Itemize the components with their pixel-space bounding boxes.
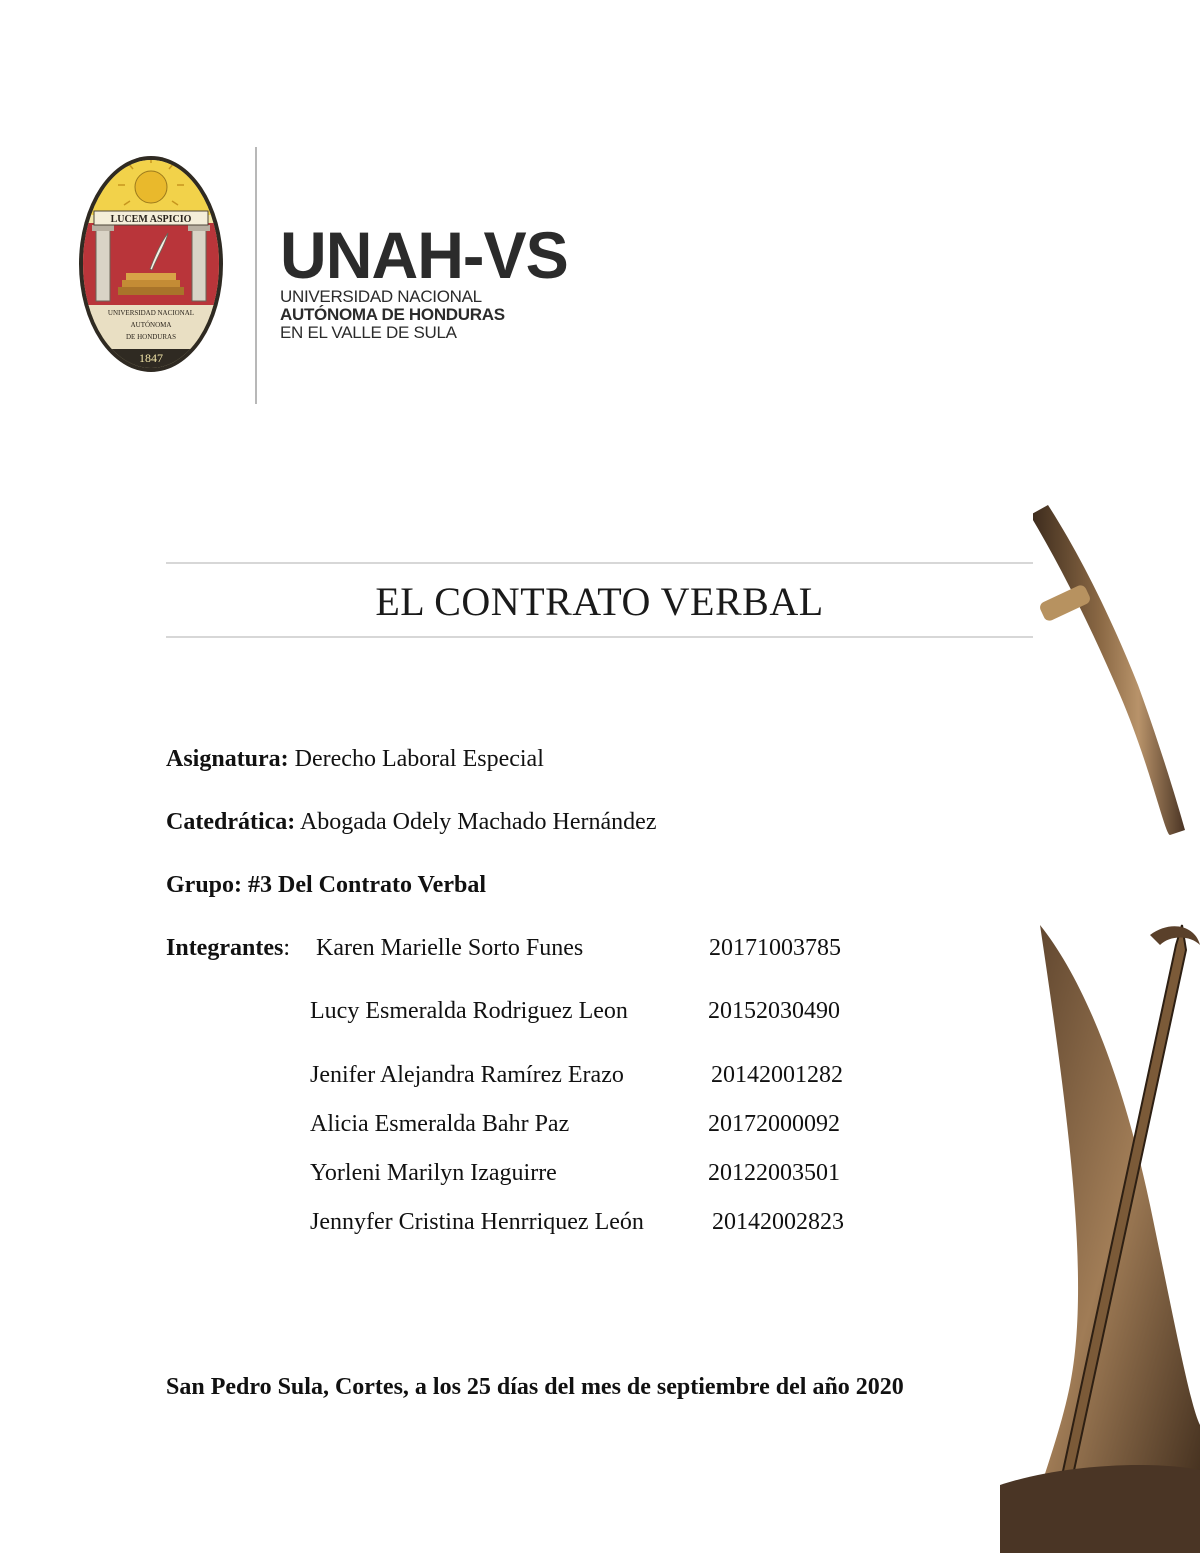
university-wordmark <box>280 218 574 342</box>
members-label-text: Integrantes <box>166 935 284 961</box>
member-id: 20171003785 <box>709 935 841 961</box>
svg-text:AUTÓNOMA: AUTÓNOMA <box>130 321 172 329</box>
member-name: Alicia Esmeralda Bahr Paz <box>310 1111 570 1137</box>
document-title: EL CONTRATO VERBAL <box>375 579 824 624</box>
brand-line-1: UNIVERSIDAD NACIONAL <box>280 287 482 306</box>
members-label: Integrantes: <box>166 935 290 961</box>
brand-acronym: UNAH-VS <box>280 218 568 292</box>
brand-line-3: EN EL VALLE DE SULA <box>280 323 457 342</box>
header-divider <box>255 147 257 404</box>
group-value: #3 Del Contrato Verbal <box>248 872 486 898</box>
seal-year: 1847 <box>139 351 163 365</box>
member-name: Jennyfer Cristina Henrriquez León <box>310 1209 644 1235</box>
group-label: Grupo: <box>166 872 243 898</box>
member-id: 20172000092 <box>708 1111 840 1137</box>
professor-field <box>166 809 657 836</box>
member-id: 20142001282 <box>711 1062 843 1088</box>
member-name: Karen Marielle Sorto Funes <box>316 935 584 961</box>
subject-label: Asignatura: <box>166 746 289 772</box>
member-id: 20152030490 <box>708 998 840 1024</box>
member-name: Jenifer Alejandra Ramírez Erazo <box>310 1062 624 1088</box>
title-rule-top <box>166 562 1033 564</box>
place-and-date: San Pedro Sula, Cortes, a los 25 días del mes de septiembre del año 2020 <box>166 1374 904 1400</box>
seal-motto: LUCEM ASPICIO <box>110 214 192 225</box>
professor-label: Catedrática: <box>166 809 296 835</box>
group-field <box>166 872 486 899</box>
member-id: 20122003501 <box>708 1160 840 1186</box>
professor-value: Abogada Odely Machado Hernández <box>299 809 657 835</box>
subject-field <box>166 746 544 773</box>
university-seal-logo <box>78 155 224 373</box>
subject-value: Derecho Laboral Especial <box>294 746 544 772</box>
member-id: 20142002823 <box>712 1209 844 1235</box>
title-rule-bottom <box>166 636 1033 638</box>
svg-text:UNIVERSIDAD NACIONAL: UNIVERSIDAD NACIONAL <box>107 309 195 317</box>
member-name: Yorleni Marilyn Izaguirre <box>310 1160 557 1186</box>
member-name: Lucy Esmeralda Rodriguez Leon <box>310 998 628 1024</box>
brand-line-2: AUTÓNOMA DE HONDURAS <box>280 305 505 324</box>
svg-text:DE HONDURAS: DE HONDURAS <box>126 333 176 341</box>
